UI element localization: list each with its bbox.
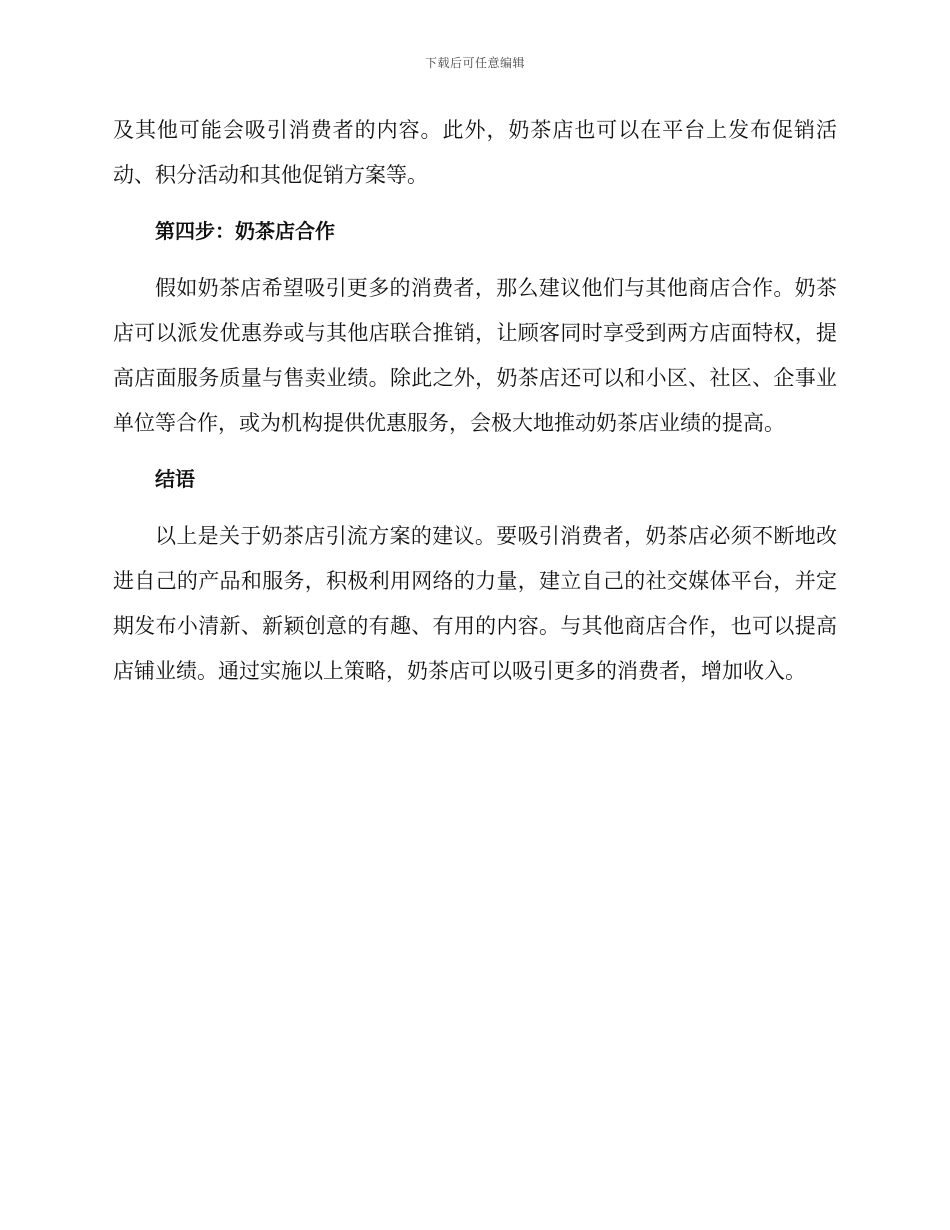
section-heading-step-four: 第四步：奶茶店合作: [155, 219, 335, 243]
document-body: [113, 108, 837, 694]
paragraph-continued: 及其他可能会吸引消费者的内容。此外，奶茶店也可以在平台上发布促销活动、积分活动和其他促销方案等。: [113, 118, 837, 187]
section-heading-conclusion: 结语: [155, 467, 195, 491]
paragraph-cooperation: 假如奶茶店希望吸引更多的消费者，那么建议他们与其他商店合作。奶茶店可以派发优惠券或与其他店联合推销，让顾客同时享受到两方店面特权，提高店面服务质量与售卖业绩。除此之外，奶茶店还可以和小区、社区、企事业单位等合作，或为机构提供优惠服务，会极大地推动奶茶店业绩的提高。: [113, 276, 837, 435]
page-header-note: 下载后可任意编辑: [424, 56, 525, 70]
paragraph-conclusion: 以上是关于奶茶店引流方案的建议。要吸引消费者，奶茶店必须不断地改进自己的产品和服务，积极利用网络的力量，建立自己的社交媒体平台，并定期发布小清新、新颖创意的有趣、有用的内容。与其他商店合作，也可以提高店铺业绩。通过实施以上策略，奶茶店可以吸引更多的消费者，增加收入。: [113, 524, 837, 683]
